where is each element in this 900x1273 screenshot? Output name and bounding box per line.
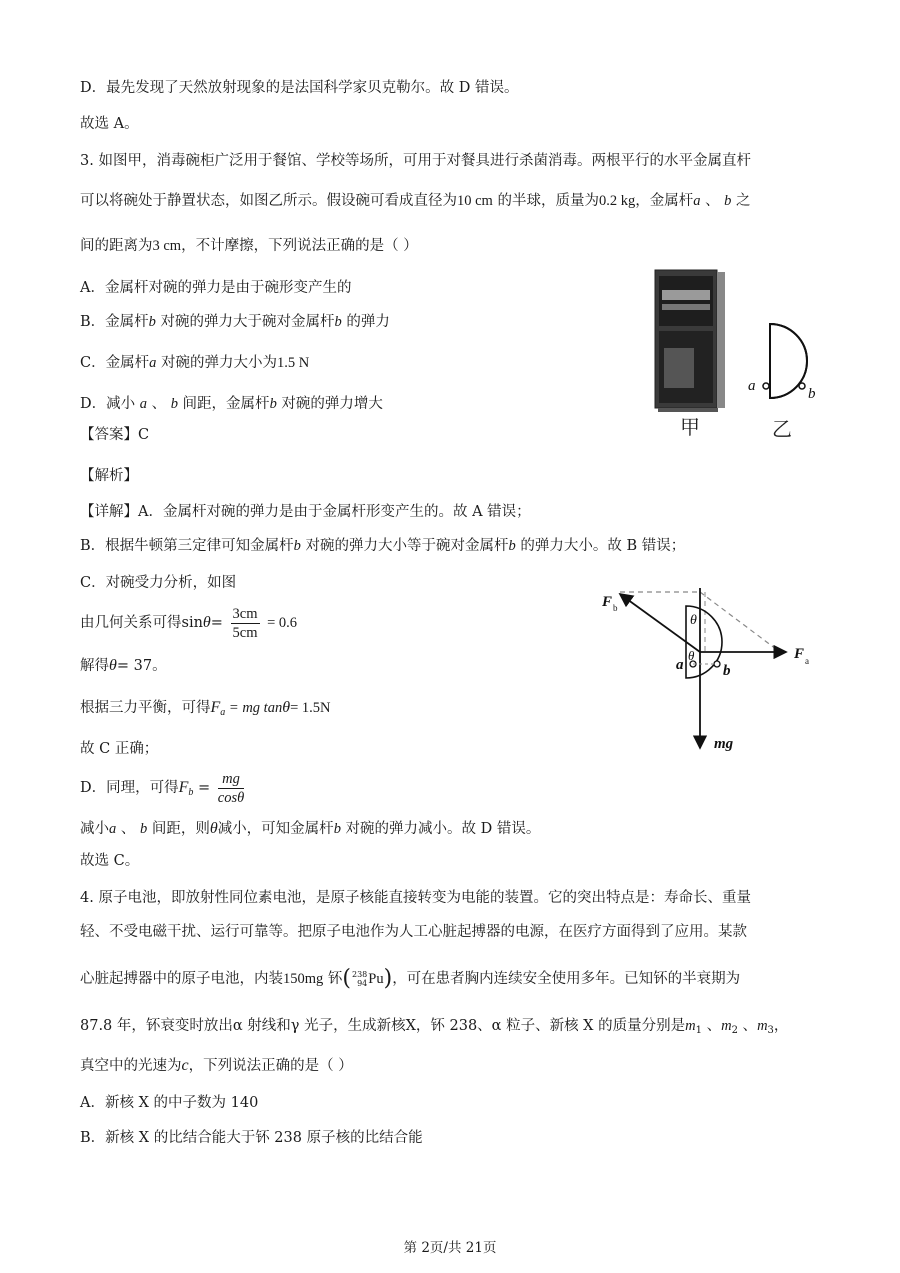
force-fb-label: F bbox=[602, 594, 613, 610]
q4-stem-line-5: 真空中的光速为c，下列说法正确的是（ ） bbox=[80, 1057, 353, 1074]
q3-geometry-equation: 由几何关系可得sinθ= $\frac{3cm}{5cm}$ = 0.6 bbox=[80, 605, 298, 641]
force-diagram bbox=[590, 580, 830, 760]
q4-stem-line-4: 87.8 年，钚衰变时放出α 射线和γ 光子，生成新核X，钚 238、α 粒子、新核 X 的质量分别是$m_1$ 、$m_2$ 、$m_3$， bbox=[80, 1018, 789, 1036]
force-fa-subscript: a bbox=[805, 656, 809, 666]
q3-detail-c: C．对碗受力分析，如图 bbox=[80, 575, 237, 591]
label-yi: 乙 bbox=[772, 417, 792, 441]
q3-stem-line-1: 3. 如图甲，消毒碗柜广泛用于餐馆、学校等场所，可用于对餐具进行杀菌消毒。两根平行的水平金属直杆 bbox=[80, 153, 751, 169]
fb-fraction: $\frac{mg}{\cos\theta}$ bbox=[217, 770, 245, 806]
q3-stem-line-3: 间的距离为3 cm，不计摩擦，下列说法正确的是（ ） bbox=[80, 238, 418, 254]
q4-stem-line-3: 心脏起搏器中的原子电池，内装150mg 钚( 238 94 Pu)，可在患者胸内连续安全使用多年。已知钚的半衰期为 bbox=[80, 966, 741, 991]
q3-detail-d-equation: D．同理，可得$F_b$ = $\frac{mg}{\cos\theta}$ bbox=[80, 770, 245, 806]
q2-choose: 故选 A。 bbox=[80, 116, 139, 132]
label-jia: 甲 bbox=[680, 415, 700, 438]
page-footer: 第 2页/共 21页 bbox=[403, 1240, 497, 1256]
q3-balance-equation: 根据三力平衡，可得$F_a$ = mg tanθ= 1.5N bbox=[80, 699, 331, 718]
q3-stem-line-2: 可以将碗处于静置状态，如图乙所示。假设碗可看成直径为10 cm 的半球，质量为0.2 kg，金属杆a 、 b 之 bbox=[80, 193, 751, 209]
disinfection-cabinet-figure bbox=[650, 268, 740, 438]
q3-detail-a: 【详解】A．金属杆对碗的弹力是由于金属杆形变产生的。故 A 错误； bbox=[80, 504, 531, 520]
bowl-on-rods-figure bbox=[740, 318, 830, 443]
theta-label-bottom: θ bbox=[688, 648, 695, 663]
q3-solve-theta: 解得θ= 37。 bbox=[80, 657, 167, 674]
geometry-fraction: $\frac{3cm}{5cm}$ bbox=[232, 605, 258, 641]
force-rod-a-label: a bbox=[676, 657, 684, 673]
gravity-mg-label: mg bbox=[714, 736, 734, 752]
q3-option-b: B．金属杆b 对碗的弹力大于碗对金属杆b 的弹力 bbox=[80, 314, 390, 330]
q4-option-a: A．新核 X 的中子数为 140 bbox=[80, 1095, 259, 1111]
q3-c-correct: 故 C 正确； bbox=[80, 741, 159, 757]
theta-label-top: θ bbox=[690, 613, 697, 628]
q4-option-b: B．新核 X 的比结合能大于钚 238 原子核的比结合能 bbox=[80, 1130, 423, 1146]
q3-option-c: C．金属杆a 对碗的弹力大小为1.5 N bbox=[80, 355, 310, 371]
q3-answer: 【答案】C bbox=[80, 427, 150, 443]
q3-detail-b: B．根据牛顿第三定律可知金属杆b 对碗的弹力大小等于碗对金属杆b 的弹力大小。故 B 错误； bbox=[80, 538, 686, 554]
label-b: b bbox=[808, 386, 816, 402]
force-rod-b-label: b bbox=[723, 663, 731, 679]
q4-stem-line-2: 轻、不受电磁干扰、运行可靠等。把原子电池作为人工心脏起搏器的电源，在医疗方面得到了应用。某款 bbox=[80, 924, 747, 940]
label-a: a bbox=[748, 378, 756, 394]
q3-choose: 故选 C。 bbox=[80, 853, 140, 869]
q3-option-d: D．减小 a 、 b 间距，金属杆b 对碗的弹力增大 bbox=[80, 396, 383, 412]
q3-detail-d-conclusion: 减小a 、 b 间距，则θ减小，可知金属杆b 对碗的弹力减小。故 D 错误。 bbox=[80, 820, 541, 837]
force-fb-subscript: b bbox=[613, 603, 618, 613]
force-fa-label: F bbox=[794, 646, 805, 662]
q3-analysis-heading: 【解析】 bbox=[80, 468, 138, 484]
q2-option-d-explanation: D．最先发现了天然放射现象的是法国科学家贝克勒尔。故 D 错误。 bbox=[80, 80, 519, 96]
q4-stem-line-1: 4. 原子电池，即放射性同位素电池，是原子核能直接转变为电能的装置。它的突出特点是：寿命长、重量 bbox=[80, 890, 751, 906]
q3-option-a: A．金属杆对碗的弹力是由于碗形变产生的 bbox=[80, 280, 352, 296]
